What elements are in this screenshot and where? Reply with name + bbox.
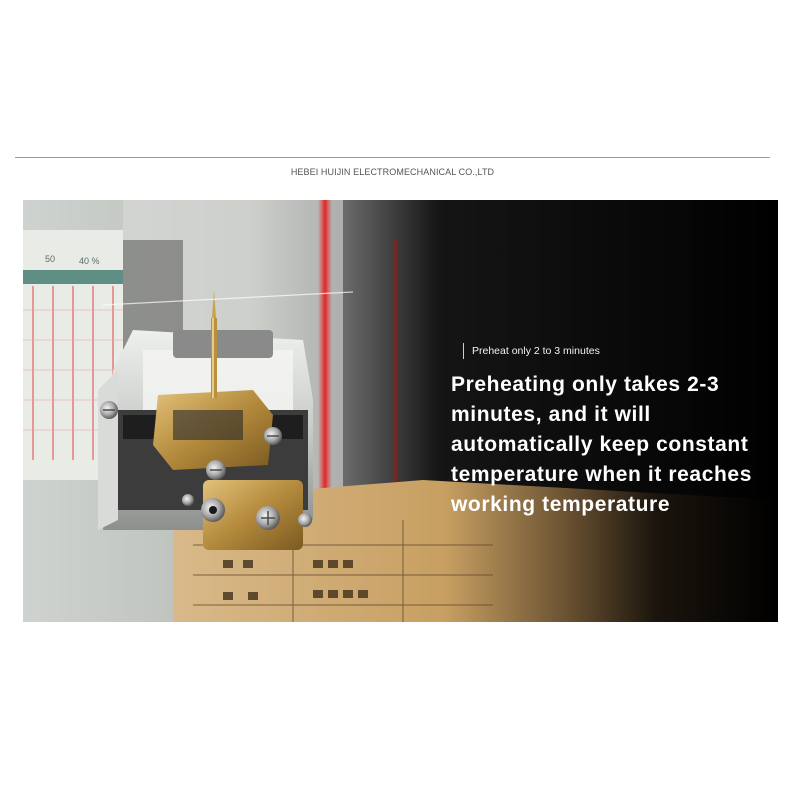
company-name: HEBEI HUIJIN ELECTROMECHANICAL CO.,LTD	[290, 167, 495, 177]
subtitle-divider	[463, 343, 464, 359]
banner-headline: Preheating only takes 2-3 minutes, and it will automatically keep constant temperature when it reaches working temperature	[451, 373, 752, 516]
product-banner	[23, 200, 778, 622]
banner-subtitle: Preheat only 2 to 3 minutes	[472, 345, 600, 357]
header-divider	[15, 157, 770, 158]
gauge-tick-50: 50	[45, 254, 56, 264]
subtitle-row	[463, 342, 600, 360]
gauge-tick-40: 40 %	[79, 256, 100, 266]
